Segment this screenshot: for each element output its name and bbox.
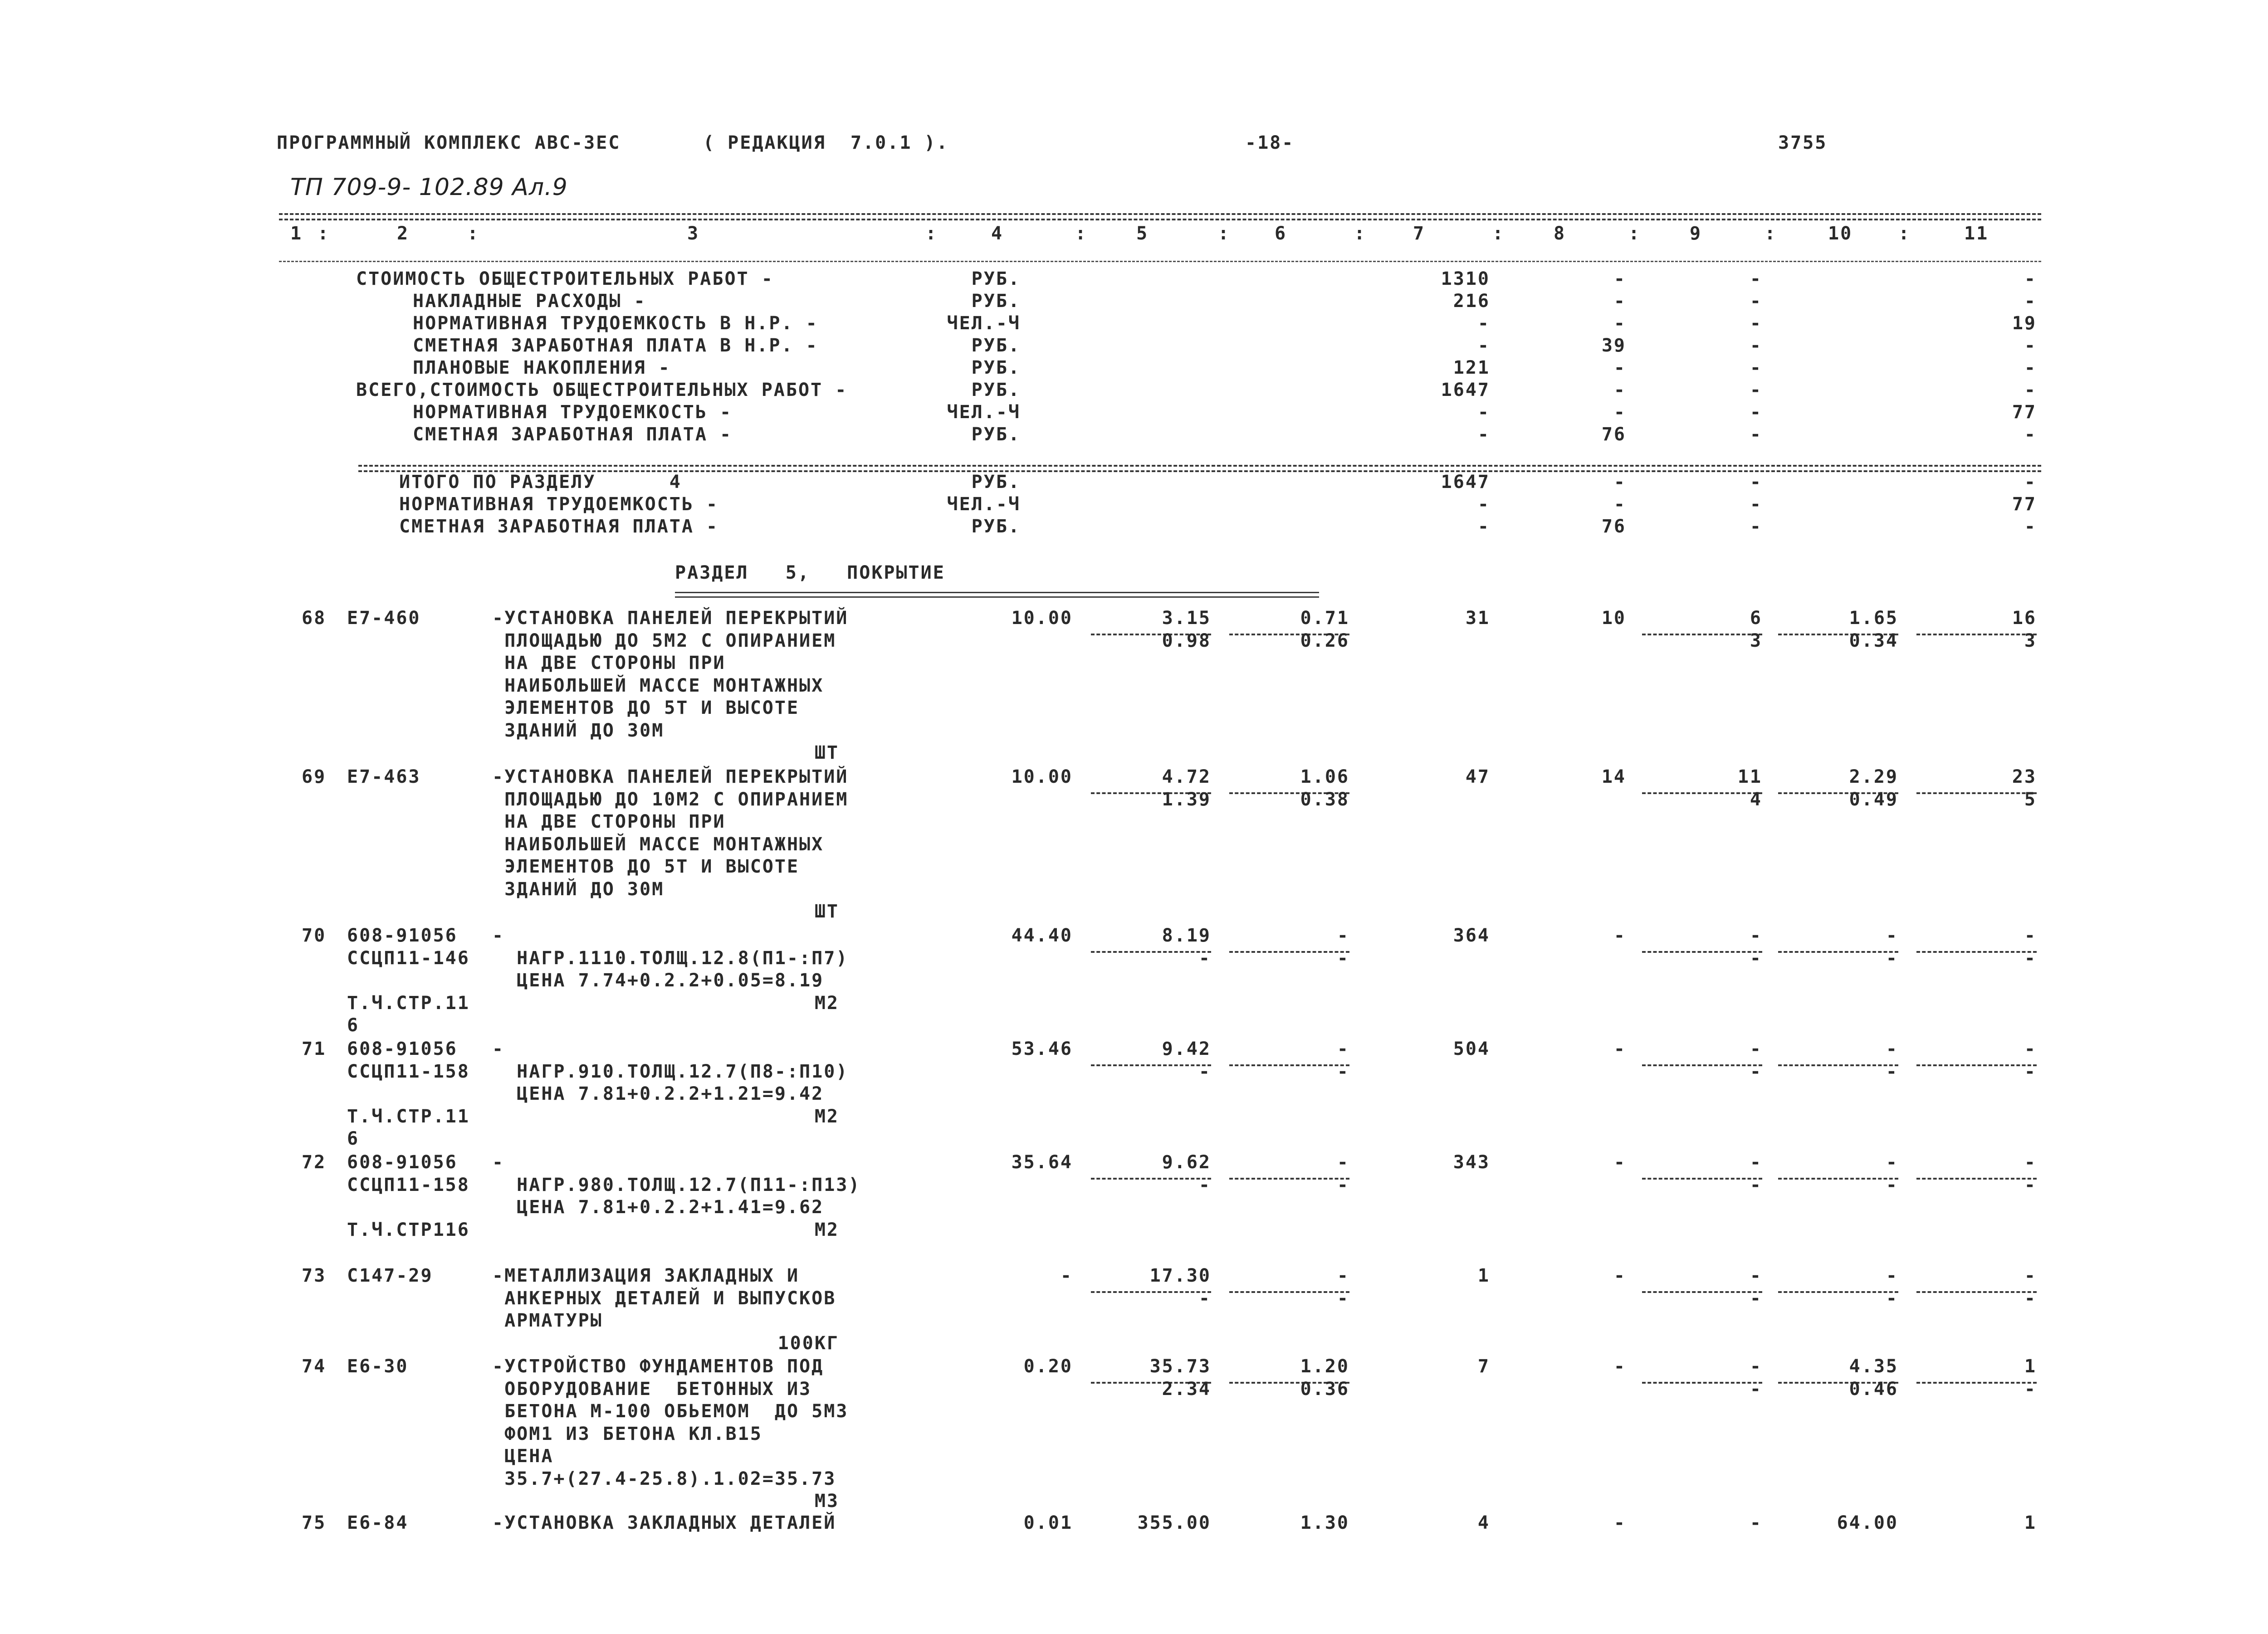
column-separator: : [1898, 223, 1911, 244]
item-c6-fraction-line [1229, 1178, 1349, 1180]
summary-value-c7: 1310 [1441, 268, 1490, 289]
summary-value-c11: - [2024, 291, 2037, 312]
item-c5-value: 17.30 [1149, 1265, 1211, 1286]
summary-label: ИТОГО ПО РАЗДЕЛУ 4 [399, 472, 682, 493]
item-total-cost: 4 [1477, 1512, 1490, 1533]
summary-value-c11: - [2024, 268, 2037, 289]
item-wages-total: - [1613, 1039, 1626, 1059]
item-c5-lower: 2.34 [1162, 1379, 1211, 1400]
item-c10-lower: - [1886, 948, 1898, 969]
summary-value-c8: - [1613, 472, 1626, 493]
item-c5-lower: 1.39 [1162, 789, 1211, 810]
column-separator: : [1075, 223, 1088, 244]
program-title: ПРОГРАММНЫЙ КОМПЛЕКС АВС-3ЕС [277, 132, 621, 153]
item-c9-fraction-line [1642, 951, 1762, 953]
summary-value-c7: 121 [1453, 357, 1490, 378]
item-c6-value: 1.30 [1300, 1512, 1349, 1533]
header-rule-top [279, 213, 2041, 215]
item-description: 35.7+(27.4-25.8).1.02=35.73 [492, 1468, 836, 1489]
summary-unit: РУБ. [971, 380, 1021, 400]
item-c10-lower: - [1886, 1061, 1898, 1082]
item-c5-fraction-line [1091, 951, 1211, 953]
item-wages-total: - [1613, 1512, 1626, 1533]
column-number-1: 1 [290, 223, 303, 244]
summary-value-c11: 77 [2012, 402, 2037, 423]
item-description: ЭЛЕМЕНТОВ ДО 5Т И ВЫСОТЕ [492, 856, 800, 877]
item-description: -УСТАНОВКА ЗАКЛАДНЫХ ДЕТАЛЕЙ [492, 1512, 836, 1533]
summary-unit: ЧЕЛ.-Ч [947, 402, 1021, 423]
summary-unit: ЧЕЛ.-Ч [947, 313, 1021, 334]
summary-unit: РУБ. [971, 335, 1021, 356]
item-total-cost: 343 [1453, 1152, 1490, 1173]
summary-value-c8: 76 [1601, 424, 1626, 445]
page-number: -18- [1245, 132, 1295, 153]
item-c11-fraction-line [1916, 792, 2037, 794]
item-quantity: - [1060, 1265, 1073, 1286]
summary-value-c11: - [2024, 516, 2037, 537]
item-code: 608-91056 [347, 925, 458, 946]
edition: ( РЕДАКЦИЯ 7.0.1 ). [703, 132, 949, 153]
summary-value-c7: 216 [1453, 291, 1490, 312]
summary-value-c11: 19 [2012, 313, 2037, 334]
summary-value-c8: - [1613, 357, 1626, 378]
item-c11-value: 1 [2024, 1356, 2037, 1377]
item-c5-value: 3.15 [1162, 608, 1211, 629]
item-c11-lower: - [2024, 948, 2037, 969]
item-c6-lower: - [1337, 1288, 1349, 1309]
item-quantity: 10.00 [1011, 608, 1073, 629]
section-underline [675, 592, 1319, 593]
item-unit: М2 [814, 992, 839, 1014]
item-c10-value: 4.35 [1849, 1356, 1898, 1377]
item-code: ССЦП11-146 [347, 947, 470, 969]
item-unit: М2 [814, 1106, 839, 1127]
item-total-cost: 1 [1477, 1265, 1490, 1286]
column-number-3: 3 [687, 223, 700, 244]
summary-label: НОРМАТИВНАЯ ТРУДОЕМКОСТЬ - [399, 494, 719, 515]
item-c10-lower: - [1886, 1288, 1898, 1309]
item-description: НАГР.1110.ТОЛЩ.12.8(П1-:П7) [492, 947, 849, 969]
item-c10-lower: 0.34 [1849, 630, 1898, 651]
summary-value-c7: - [1477, 516, 1490, 537]
header-rule-bottom [279, 261, 2041, 262]
item-c5-value: 9.62 [1162, 1152, 1211, 1173]
item-c6-value: - [1337, 1152, 1349, 1173]
item-code: Е7-460 [347, 608, 421, 629]
summary-value-c7: - [1477, 494, 1490, 515]
item-description: ЦЕНА [492, 1446, 554, 1467]
item-c9-lower: - [1750, 1061, 1762, 1082]
item-c9-lower: - [1750, 1288, 1762, 1309]
item-wages-total: 10 [1601, 608, 1626, 629]
item-code: С147-29 [347, 1265, 433, 1286]
summary-unit: РУБ. [971, 516, 1021, 537]
item-c9-fraction-line [1642, 1291, 1762, 1293]
item-c11-fraction-line [1916, 1382, 2037, 1384]
item-c9-value: - [1750, 1039, 1762, 1059]
item-quantity: 44.40 [1011, 925, 1073, 946]
item-description: ЦЕНА 7.81+0.2.2+1.21=9.42 [492, 1083, 824, 1104]
summary-label: ВСЕГО,СТОИМОСТЬ ОБЩЕСТРОИТЕЛЬНЫХ РАБОТ - [356, 380, 848, 400]
summary-label: СТОИМОСТЬ ОБЩЕСТРОИТЕЛЬНЫХ РАБОТ - [356, 268, 774, 289]
item-c10-fraction-line [1778, 1178, 1898, 1180]
item-number: 71 [302, 1039, 327, 1059]
item-number: 72 [302, 1152, 327, 1173]
item-number: 75 [302, 1512, 327, 1533]
summary-value-c7: 1647 [1441, 472, 1490, 493]
item-description: ЦЕНА 7.74+0.2.2+0.05=8.19 [492, 970, 824, 991]
item-c9-lower: - [1750, 1379, 1762, 1400]
item-c11-fraction-line [1916, 634, 2037, 635]
column-separator: : [1492, 223, 1505, 244]
item-quantity: 53.46 [1011, 1039, 1073, 1059]
item-code: Е6-30 [347, 1356, 409, 1377]
item-c11-lower: 3 [2024, 630, 2037, 651]
item-c6-lower: 0.26 [1300, 630, 1349, 651]
item-c11-value: 23 [2012, 766, 2037, 787]
item-wages-total: - [1613, 1356, 1626, 1377]
summary-value-c9: - [1750, 268, 1762, 289]
item-number: 74 [302, 1356, 327, 1377]
item-c6-lower: - [1337, 948, 1349, 969]
item-description: ЭЛЕМЕНТОВ ДО 5Т И ВЫСОТЕ [492, 697, 800, 718]
item-c10-value: - [1886, 925, 1898, 946]
item-c6-fraction-line [1229, 951, 1349, 953]
item-description: АРМАТУРЫ [492, 1310, 603, 1331]
item-c9-value: - [1750, 1512, 1762, 1533]
item-total-cost: 364 [1453, 925, 1490, 946]
item-c5-lower: - [1198, 1175, 1211, 1195]
item-code: 6 [347, 1128, 360, 1149]
item-description: ЗДАНИЙ ДО 30М [492, 720, 665, 741]
item-c9-value: - [1750, 1152, 1762, 1173]
item-description: НАГР.910.ТОЛЩ.12.7(П8-:П10) [492, 1061, 849, 1082]
item-c11-value: - [2024, 1152, 2037, 1173]
item-c5-fraction-line [1091, 1291, 1211, 1293]
item-c11-lower: 5 [2024, 789, 2037, 810]
summary-unit: РУБ. [971, 424, 1021, 445]
item-c6-value: - [1337, 1265, 1349, 1286]
item-c5-lower: 0.98 [1162, 630, 1211, 651]
item-description: - [492, 1152, 505, 1173]
item-unit: ШТ [814, 901, 839, 922]
column-separator: : [1765, 223, 1777, 244]
item-c9-value: - [1750, 925, 1762, 946]
item-c9-lower: 3 [1750, 630, 1762, 651]
item-c11-lower: - [2024, 1175, 2037, 1195]
column-separator: : [1628, 223, 1641, 244]
item-code: ССЦП11-158 [347, 1174, 470, 1195]
summary-value-c9: - [1750, 357, 1762, 378]
item-c9-lower: - [1750, 1175, 1762, 1195]
item-c6-lower: - [1337, 1175, 1349, 1195]
summary-value-c7: 1647 [1441, 380, 1490, 400]
item-description: ПЛОЩАДЬЮ ДО 10М2 С ОПИРАНИЕМ [492, 789, 849, 810]
item-code: ССЦП11-158 [347, 1061, 470, 1082]
column-separator: : [467, 223, 480, 244]
item-c11-value: - [2024, 925, 2037, 946]
column-number-11: 11 [1964, 223, 1989, 244]
summary-unit: РУБ. [971, 268, 1021, 289]
item-c10-value: 2.29 [1849, 766, 1898, 787]
column-number-7: 7 [1413, 223, 1426, 244]
item-c10-value: - [1886, 1152, 1898, 1173]
item-c11-fraction-line [1916, 951, 2037, 953]
summary-label: ПЛАНОВЫЕ НАКОПЛЕНИЯ - [413, 357, 671, 378]
item-c9-lower: - [1750, 948, 1762, 969]
summary-value-c9: - [1750, 291, 1762, 312]
summary-value-c9: - [1750, 380, 1762, 400]
summary-value-c8: 76 [1601, 516, 1626, 537]
item-wages-total: 14 [1601, 766, 1626, 787]
item-c6-lower: 0.38 [1300, 789, 1349, 810]
summary-value-c8: - [1613, 380, 1626, 400]
item-wages-total: - [1613, 925, 1626, 946]
summary-value-c9: - [1750, 335, 1762, 356]
column-separator: : [318, 223, 330, 244]
item-description: НА ДВЕ СТОРОНЫ ПРИ [492, 811, 726, 832]
summary-label: СМЕТНАЯ ЗАРАБОТНАЯ ПЛАТА - [413, 424, 733, 445]
item-total-cost: 504 [1453, 1039, 1490, 1059]
item-c5-value: 8.19 [1162, 925, 1211, 946]
summary-label: СМЕТНАЯ ЗАРАБОТНАЯ ПЛАТА В Н.Р. - [413, 335, 818, 356]
item-c9-value: - [1750, 1265, 1762, 1286]
item-description: ЗДАНИЙ ДО 30М [492, 878, 665, 900]
item-c9-value: 11 [1737, 766, 1762, 787]
item-code: Т.Ч.СТР116 [347, 1219, 470, 1240]
item-code: 6 [347, 1015, 360, 1036]
item-total-cost: 47 [1465, 766, 1490, 787]
item-c6-lower: - [1337, 1061, 1349, 1082]
summary-value-c9: - [1750, 494, 1762, 515]
summary-value-c8: - [1613, 313, 1626, 334]
item-description: ЦЕНА 7.81+0.2.2+1.41=9.62 [492, 1197, 824, 1218]
item-c11-fraction-line [1916, 1291, 2037, 1293]
item-total-cost: 31 [1465, 608, 1490, 629]
item-description: - [492, 1039, 505, 1059]
item-c11-value: - [2024, 1265, 2037, 1286]
summary-value-c7: - [1477, 313, 1490, 334]
item-total-cost: 7 [1477, 1356, 1490, 1377]
summary-unit: РУБ. [971, 357, 1021, 378]
item-code: 608-91056 [347, 1039, 458, 1059]
item-c10-fraction-line [1778, 1291, 1898, 1293]
column-separator: : [1354, 223, 1367, 244]
item-c11-fraction-line [1916, 1064, 2037, 1066]
item-c9-fraction-line [1642, 1064, 1762, 1066]
item-description: -УСТАНОВКА ПАНЕЛЕЙ ПЕРЕКРЫТИЙ [492, 608, 849, 629]
item-description: -УСТРОЙСТВО ФУНДАМЕНТОВ ПОД [492, 1356, 824, 1377]
column-number-2: 2 [397, 223, 410, 244]
summary-value-c8: - [1613, 402, 1626, 423]
item-c11-lower: - [2024, 1288, 2037, 1309]
summary-value-c9: - [1750, 424, 1762, 445]
item-c5-value: 355.00 [1137, 1512, 1211, 1533]
item-c10-lower: 0.46 [1849, 1379, 1898, 1400]
item-c6-value: 0.71 [1300, 608, 1349, 629]
item-description: НАГР.980.ТОЛЩ.12.7(П11-:П13) [492, 1174, 861, 1195]
summary-value-c11: - [2024, 380, 2037, 400]
item-unit: М2 [814, 1219, 839, 1240]
item-description: ФОМ1 ИЗ БЕТОНА КЛ.В15 [492, 1423, 763, 1444]
item-c10-value: 1.65 [1849, 608, 1898, 629]
item-c10-fraction-line [1778, 1064, 1898, 1066]
summary-value-c7: - [1477, 335, 1490, 356]
item-code: Т.Ч.СТР.11 [347, 992, 470, 1014]
item-number: 68 [302, 608, 327, 629]
column-number-5: 5 [1136, 223, 1149, 244]
summary-label: НОРМАТИВНАЯ ТРУДОЕМКОСТЬ В Н.Р. - [413, 313, 818, 334]
section-underline-2 [675, 596, 1319, 598]
item-wages-total: - [1613, 1152, 1626, 1173]
item-quantity: 0.01 [1023, 1512, 1073, 1533]
item-description: ОБОРУДОВАНИЕ БЕТОННЫХ ИЗ [492, 1378, 812, 1400]
item-c5-value: 4.72 [1162, 766, 1211, 787]
summary-value-c11: - [2024, 335, 2037, 356]
item-description: НА ДВЕ СТОРОНЫ ПРИ [492, 653, 726, 673]
item-c5-fraction-line [1091, 1178, 1211, 1180]
item-number: 70 [302, 925, 327, 946]
item-unit: ШТ [814, 742, 839, 763]
item-c9-fraction-line [1642, 634, 1762, 635]
item-c9-fraction-line [1642, 1382, 1762, 1384]
item-code: Е6-84 [347, 1512, 409, 1533]
item-c10-lower: - [1886, 1175, 1898, 1195]
column-separator: : [925, 223, 938, 244]
item-wages-total: - [1613, 1265, 1626, 1286]
item-c5-lower: - [1198, 1061, 1211, 1082]
item-c11-value: 16 [2012, 608, 2037, 629]
column-separator: : [1218, 223, 1231, 244]
summary-value-c9: - [1750, 516, 1762, 537]
item-c11-value: 1 [2024, 1512, 2037, 1533]
item-c11-value: - [2024, 1039, 2037, 1059]
summary-value-c8: 39 [1601, 335, 1626, 356]
item-c5-fraction-line [1091, 1064, 1211, 1066]
item-c11-lower: - [2024, 1379, 2037, 1400]
item-c6-value: 1.06 [1300, 766, 1349, 787]
item-c10-value: 64.00 [1837, 1512, 1898, 1533]
item-quantity: 10.00 [1011, 766, 1073, 787]
item-c11-fraction-line [1916, 1178, 2037, 1180]
item-description: БЕТОНА М-100 ОБЬЕМОМ ДО 5М3 [492, 1401, 849, 1422]
document-number: 3755 [1778, 132, 1828, 153]
summary-value-c8: - [1613, 494, 1626, 515]
column-number-10: 10 [1828, 223, 1853, 244]
summary-value-c9: - [1750, 472, 1762, 493]
item-quantity: 35.64 [1011, 1152, 1073, 1173]
item-c9-fraction-line [1642, 792, 1762, 794]
header-rule-top-2 [279, 219, 2041, 220]
summary-unit: ЧЕЛ.-Ч [947, 494, 1021, 515]
summary-value-c11: - [2024, 424, 2037, 445]
item-c6-fraction-line [1229, 1291, 1349, 1293]
item-unit: 100КГ [777, 1332, 839, 1354]
item-c9-lower: 4 [1750, 789, 1762, 810]
item-c9-fraction-line [1642, 1178, 1762, 1180]
summary-value-c11: 77 [2012, 494, 2037, 515]
item-c10-value: - [1886, 1265, 1898, 1286]
summary-value-c8: - [1613, 268, 1626, 289]
column-number-6: 6 [1275, 223, 1287, 244]
item-unit: М3 [814, 1491, 839, 1512]
column-number-8: 8 [1554, 223, 1566, 244]
item-c5-lower: - [1198, 948, 1211, 969]
summary-label: НАКЛАДНЫЕ РАСХОДЫ - [413, 291, 646, 312]
summary-rule [358, 465, 2041, 467]
item-c9-value: 6 [1750, 608, 1762, 629]
summary-value-c9: - [1750, 313, 1762, 334]
summary-value-c8: - [1613, 291, 1626, 312]
item-c5-value: 35.73 [1149, 1356, 1211, 1377]
item-code: 608-91056 [347, 1152, 458, 1173]
item-c10-value: - [1886, 1039, 1898, 1059]
item-description: АНКЕРНЫХ ДЕТАЛЕЙ И ВЫПУСКОВ [492, 1288, 836, 1309]
item-c10-lower: 0.49 [1849, 789, 1898, 810]
item-description: -МЕТАЛЛИЗАЦИЯ ЗАКЛАДНЫХ И [492, 1265, 800, 1286]
item-c6-value: 1.20 [1300, 1356, 1349, 1377]
summary-value-c9: - [1750, 402, 1762, 423]
item-quantity: 0.20 [1023, 1356, 1073, 1377]
summary-label: СМЕТНАЯ ЗАРАБОТНАЯ ПЛАТА - [399, 516, 719, 537]
summary-label: НОРМАТИВНАЯ ТРУДОЕМКОСТЬ - [413, 402, 733, 423]
item-c6-lower: 0.36 [1300, 1379, 1349, 1400]
item-description: -УСТАНОВКА ПАНЕЛЕЙ ПЕРЕКРЫТИЙ [492, 766, 849, 787]
item-description: ПЛОЩАДЬЮ ДО 5М2 С ОПИРАНИЕМ [492, 630, 836, 651]
section-title: РАЗДЕЛ 5, ПОКРЫТИЕ [675, 562, 945, 583]
item-description: НАИБОЛЬШЕЙ МАССЕ МОНТАЖНЫХ [492, 834, 824, 855]
item-c11-lower: - [2024, 1061, 2037, 1082]
summary-value-c7: - [1477, 402, 1490, 423]
item-code: Т.Ч.СТР.11 [347, 1106, 470, 1127]
item-c6-fraction-line [1229, 1064, 1349, 1066]
item-description: НАИБОЛЬШЕЙ МАССЕ МОНТАЖНЫХ [492, 675, 824, 696]
item-description: - [492, 925, 505, 946]
item-c5-lower: - [1198, 1288, 1211, 1309]
item-c10-fraction-line [1778, 951, 1898, 953]
summary-unit: РУБ. [971, 291, 1021, 312]
summary-value-c7: - [1477, 424, 1490, 445]
summary-value-c11: - [2024, 357, 2037, 378]
item-c6-value: - [1337, 925, 1349, 946]
item-code: Е7-463 [347, 766, 421, 787]
item-number: 73 [302, 1265, 327, 1286]
item-number: 69 [302, 766, 327, 787]
summary-value-c11: - [2024, 472, 2037, 493]
column-number-4: 4 [991, 223, 1004, 244]
handwritten-code: ТП 709-9- 102.89 Ал.9 [290, 174, 568, 201]
item-c5-value: 9.42 [1162, 1039, 1211, 1059]
column-number-9: 9 [1690, 223, 1702, 244]
summary-unit: РУБ. [971, 472, 1021, 493]
item-c9-value: - [1750, 1356, 1762, 1377]
item-c6-value: - [1337, 1039, 1349, 1059]
